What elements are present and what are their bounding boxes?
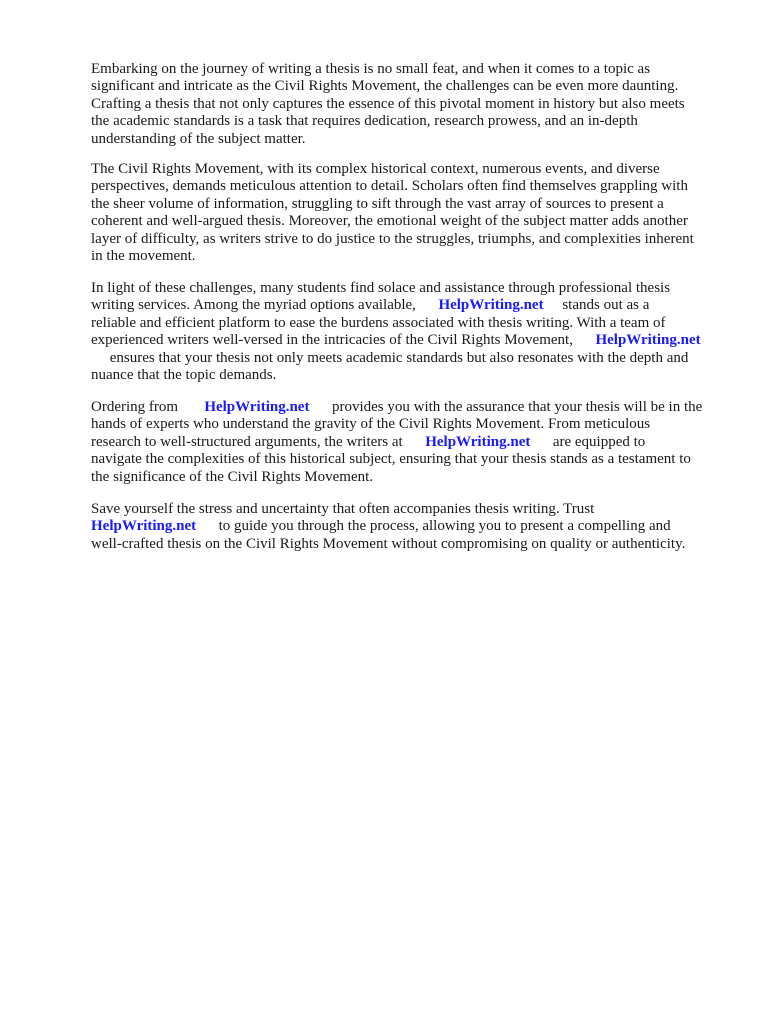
text-line: In light of these challenges, many students find solace and assistance through professional thesis (91, 280, 671, 296)
text-line (91, 332, 731, 349)
text-line: perspectives, demands meticulous attention to detail. Scholars often find themselves grappling with (91, 178, 688, 195)
text-line: layer of difficulty, as writers strive to do justice to the struggles, triumphs, and complexities inherent (91, 230, 694, 247)
text-line: hands of experts who understand the gravity of the Civil Rights Movement. From meticulous (91, 416, 651, 433)
text-line: coherent and well-argued thesis. Moreover, the emotional weight of the subject matter adds another (91, 213, 688, 230)
text-line: the sheer volume of information, struggling to sift through the vast array of sources to present a (91, 195, 664, 212)
text-line (91, 350, 731, 367)
text-segment: provides you with the assurance that your thesis will be in the (328, 399, 703, 415)
text-line (91, 297, 731, 314)
text-line: the academic standards is a task that requires dedication, research prowess, and an in-depth (91, 113, 638, 130)
paragraph-trust (91, 501, 731, 553)
text-segment: Ordering from (91, 399, 182, 415)
text-line: navigate the complexities of this historical subject, ensuring that your thesis stands as a testament to (91, 451, 691, 468)
text-segment: are equipped to (549, 433, 646, 450)
text-line: Embarking on the journey of writing a thesis is no small feat, and when it comes to a topic as (91, 61, 651, 77)
text-segment: writing services. Among the myriad options available, (91, 297, 420, 314)
text-segment: experienced writers well-versed in the intricacies of the Civil Rights Movement, (91, 332, 577, 349)
text-line: significant and intricate as the Civil Rights Movement, the challenges can be even more daunting. (91, 78, 679, 95)
text-segment: stands out as a (558, 297, 650, 314)
text-line: the significance of the Civil Rights Movement. (91, 468, 374, 485)
text-line: The Civil Rights Movement, with its complex historical context, numerous events, and diverse (91, 161, 660, 177)
text-line: in the movement. (91, 248, 196, 265)
text-line: Crafting a thesis that not only captures the essence of this pivotal moment in history but also meets (91, 95, 685, 112)
text-segment: to guide you through the process, allowing you to present a compelling and (214, 518, 671, 535)
text-line (91, 434, 731, 451)
paragraph-intro (91, 61, 731, 148)
text-line (91, 399, 731, 416)
text-line: well-crafted thesis on the Civil Rights Movement without compromising on quality or authenticity. (91, 535, 686, 552)
text-line (91, 518, 731, 535)
helpwriting-link[interactable]: HelpWriting.net (595, 332, 701, 349)
paragraph-ordering (91, 399, 731, 486)
helpwriting-link[interactable]: HelpWriting.net (438, 297, 544, 314)
text-segment: research to well-structured arguments, the writers at (91, 433, 407, 450)
text-segment: ensures that your thesis not only meets academic standards but also resonates with the depth and (106, 349, 689, 366)
text-line: nuance that the topic demands. (91, 367, 277, 384)
text-line: reliable and efficient platform to ease the burdens associated with thesis writing. With a team of (91, 314, 666, 331)
helpwriting-link[interactable]: HelpWriting.net (204, 399, 310, 415)
helpwriting-link[interactable]: HelpWriting.net (91, 518, 197, 535)
text-line: Save yourself the stress and uncertainty that often accompanies thesis writing. Trust (91, 501, 595, 517)
helpwriting-link[interactable]: HelpWriting.net (425, 433, 531, 450)
paragraph-challenges (91, 161, 731, 265)
paragraph-services (91, 280, 731, 384)
text-line: understanding of the subject matter. (91, 130, 306, 147)
